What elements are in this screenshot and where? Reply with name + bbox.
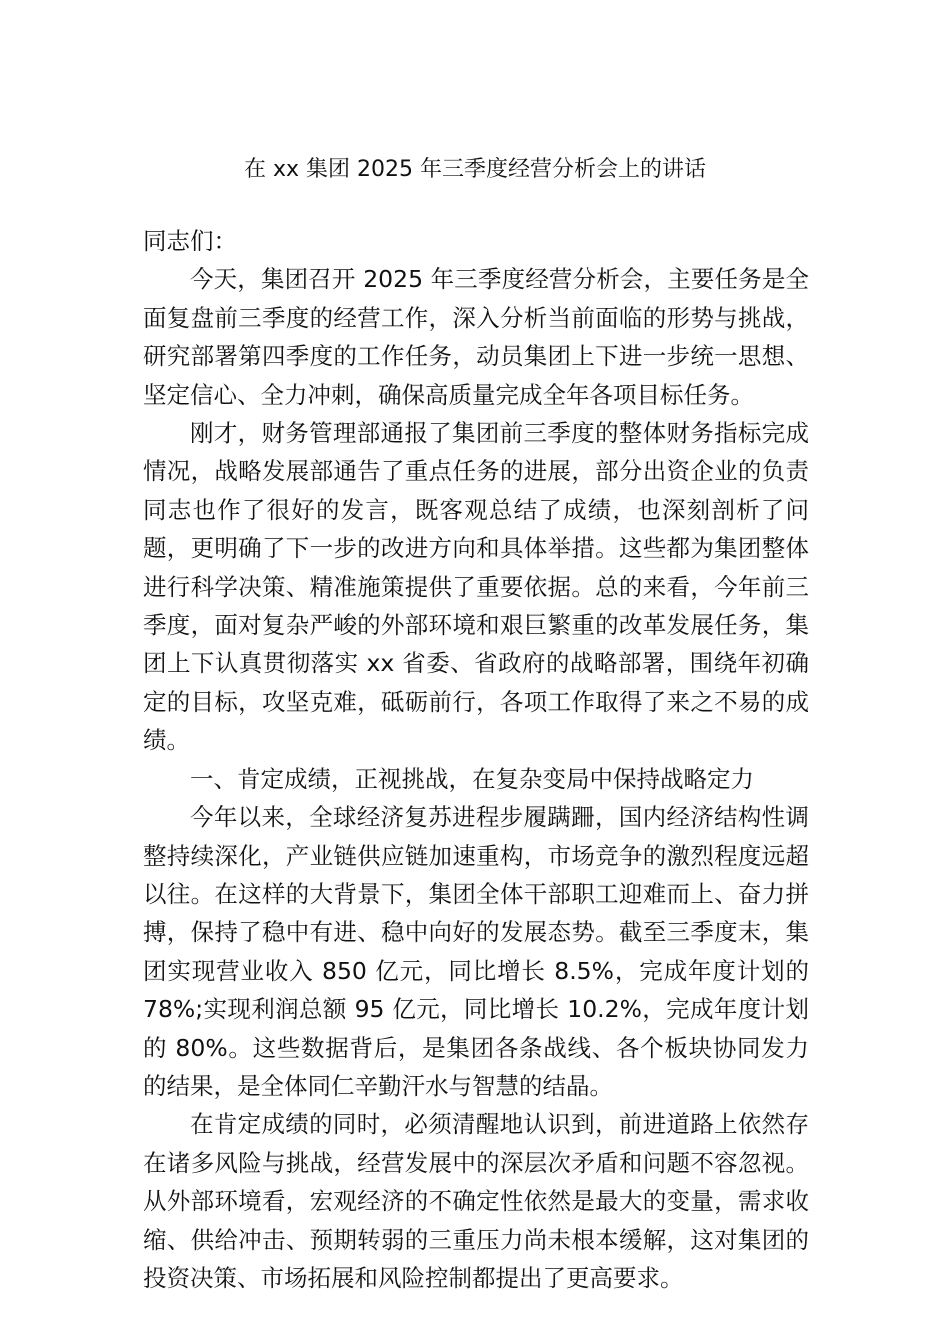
document-body <box>143 222 809 1297</box>
paragraph-summary: 刚才，财务管理部通报了集团前三季度的整体财务指标完成情况，战略发展部通告了重点任务的进展，部分出资企业的负责同志也作了很好的发言，既客观总结了成绩，也深刻剖析了问题，更明确了下一步的改进方向和具体举措。这些都为集团整体进行科学决策、精准施策提供了重要依据。总的来看，今年前三季度，面对复杂严峻的外部环境和艰巨繁重的改革发展任务，集团上下认真贯彻落实 xx 省委、省政府的战略部署，围绕年初确定的目标，攻坚克难，砥砺前行，各项工作取得了来之不易的成绩。 <box>143 419 809 755</box>
salutation: 同志们： <box>143 227 237 255</box>
paragraph-opening: 今天，集团召开 2025 年三季度经营分析会，主要任务是全面复盘前三季度的经营工作，深入分析当前面临的形势与挑战，研究部署第四季度的工作任务，动员集团上下进一步统一思想、坚定信心、全力冲刺，确保高质量完成全年各项目标任务。 <box>143 265 809 409</box>
paragraph-performance: 今年以来，全球经济复苏进程步履蹒跚，国内经济结构性调整持续深化，产业链供应链加速重构，市场竞争的激烈程度远超以往。在这样的大背景下，集团全体干部职工迎难而上、奋力拼搏，保持了稳中有进、稳中向好的发展态势。截至三季度末，集团实现营业收入 850 亿元，同比增长 8.5%，完成年度计划的 78%;实现利润总额 95 亿元，同比增长 10.2%，完成年度计划的 80%。这些数据背后，是集团各条战线、各个板块协同发力的结果，是全体同仁辛勤汗水与智慧的结晶。 <box>143 803 809 1100</box>
paragraph-challenges: 在肯定成绩的同时，必须清醒地认识到，前进道路上依然存在诸多风险与挑战，经营发展中的深层次矛盾和问题不容忽视。从外部环境看，宏观经济的不确定性依然是最大的变量，需求收缩、供给冲击、预期转弱的三重压力尚未根本缓解，这对集团的投资决策、市场拓展和风险控制都提出了更高要求。 <box>143 1110 809 1292</box>
section-heading-1: 一、肯定成绩，正视挑战，在复杂变局中保持战略定力 <box>190 764 754 793</box>
document-title: 在 xx 集团 2025 年三季度经营分析会上的讲话 <box>243 157 706 182</box>
